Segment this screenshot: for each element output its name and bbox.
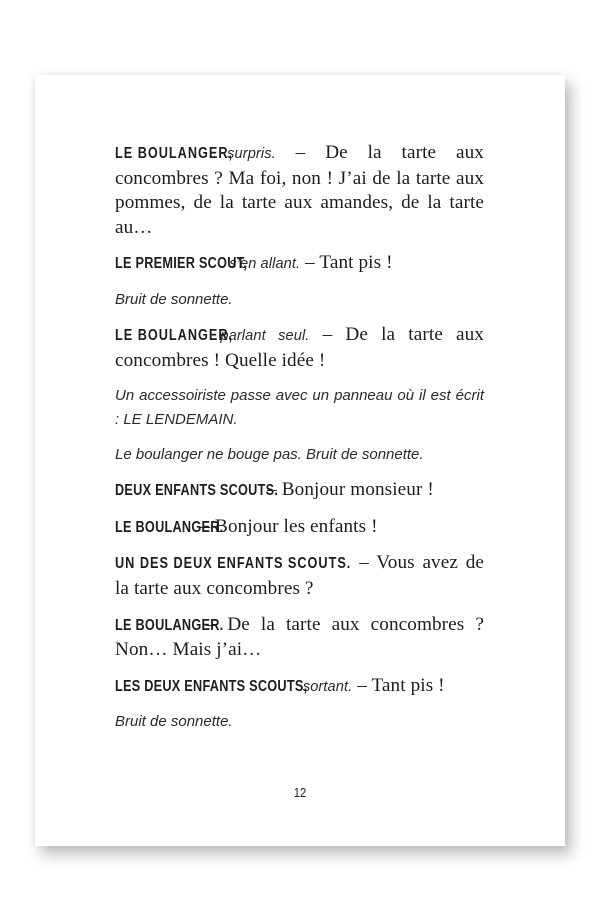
dialogue-text: – De la tarte aux concombres ! Quelle idée ! <box>115 323 485 371</box>
speaker-name: LE BOULANGER. <box>115 616 224 634</box>
stage-direction: Le boulanger ne bouge pas. Bruit de sonnette. <box>115 446 424 464</box>
dialogue-text: – Tant pis ! <box>357 674 445 696</box>
dialogue-line <box>115 515 484 541</box>
script-text <box>115 141 484 745</box>
speaker-name: LE PREMIER SCOUT, <box>115 255 248 273</box>
stage-direction: Bruit de sonnette. <box>115 713 233 731</box>
dialogue-line <box>115 323 484 373</box>
dialogue-line <box>115 551 484 601</box>
speaker-name: DEUX ENFANTS SCOUTS. <box>115 482 279 500</box>
dialogue-text: – Bonjour les enfants ! <box>200 515 378 537</box>
dialogue-text: – Vous avez de la tarte aux concombres ? <box>115 552 485 599</box>
stage-direction-inline: surpris. <box>227 146 276 162</box>
stage-direction-inline: parlant seul. <box>220 327 310 344</box>
dialogue-text: – De la tarte aux concombres ? Ma foi, non ! J’ai de la tarte aux pommes, de la tarte aux amandes, de la tarte au… <box>115 142 484 238</box>
speaker-name: LE BOULANGER, <box>115 145 234 162</box>
dialogue-line <box>115 141 484 240</box>
dialogue-text: – Tant pis ! <box>305 252 393 274</box>
dialogue-text: – Bonjour monsieur ! <box>267 479 434 501</box>
stage-direction: Un accessoiriste passe avec un panneau où il est écrit : LE LENDEMAIN. <box>115 387 484 429</box>
speaker-name: UN DES DEUX ENFANTS SCOUTS. <box>115 555 352 573</box>
page-number: 12 <box>293 786 307 800</box>
dialogue-line <box>115 674 484 700</box>
speaker-name: LE BOULANGER, <box>115 326 234 344</box>
dialogue-text: – De la tarte aux concombres ? Non… Mais j’ai… <box>115 613 484 661</box>
dialogue-line <box>115 251 484 277</box>
dialogue-line <box>115 478 484 504</box>
speaker-name: LE BOULANGER. <box>115 518 224 536</box>
speaker-name: LES DEUX ENFANTS SCOUTS, <box>115 677 308 695</box>
stage-direction-inline: sortant. <box>302 678 353 695</box>
stage-direction-inline: s’en allant. <box>229 256 301 273</box>
stage-direction: Bruit de sonnette. <box>115 290 233 308</box>
book-page <box>35 75 565 846</box>
dialogue-line <box>115 613 484 663</box>
